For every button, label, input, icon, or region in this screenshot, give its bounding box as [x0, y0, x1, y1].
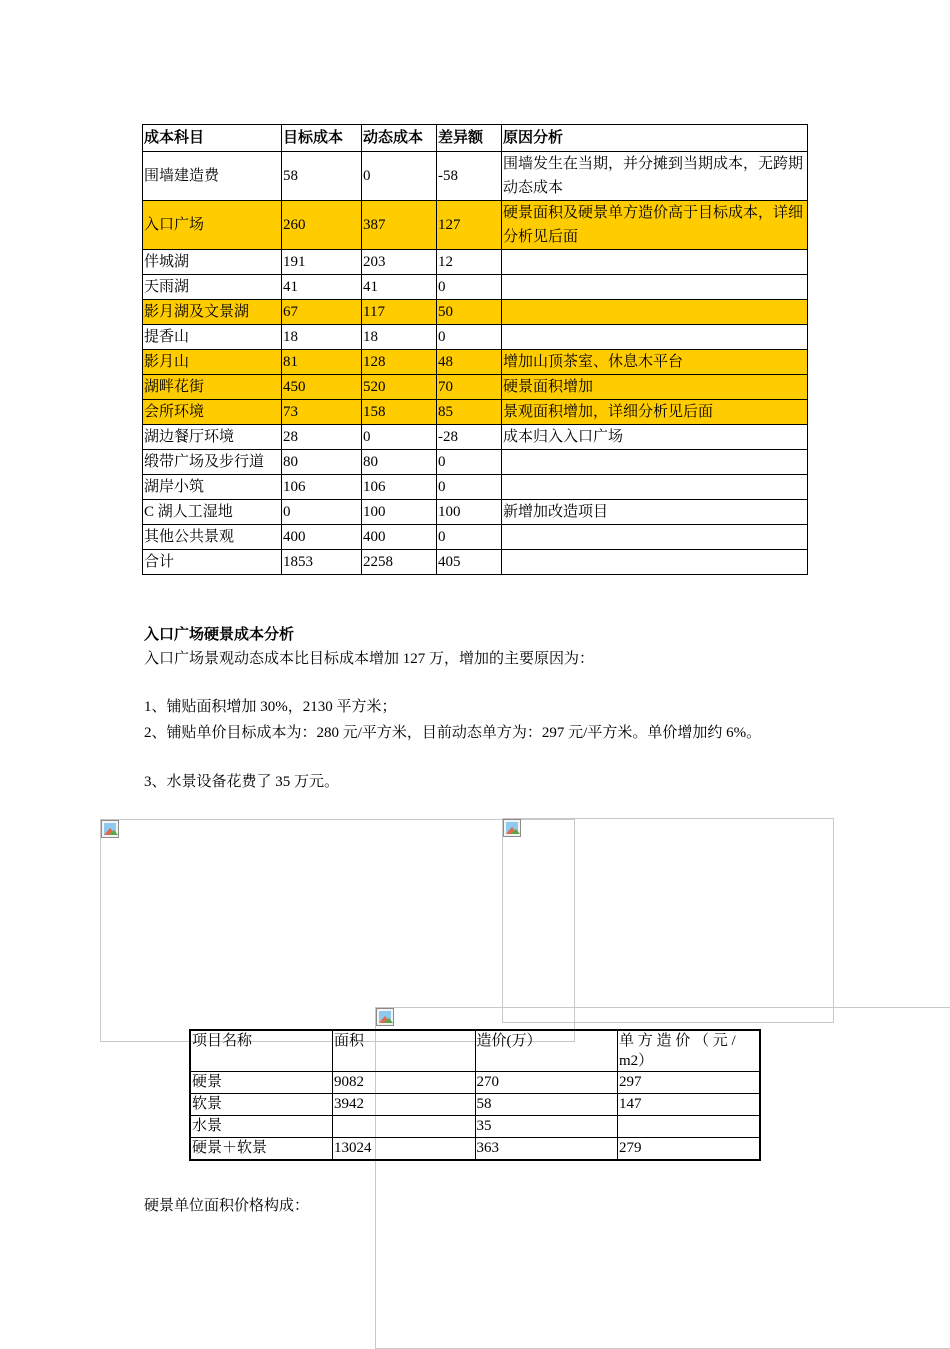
cell-diff: 0 — [437, 275, 502, 300]
cell-item: 入口广场 — [143, 201, 282, 250]
cell-reason — [502, 450, 808, 475]
cell-item: 提香山 — [143, 325, 282, 350]
cost-table — [142, 124, 808, 575]
table-row — [143, 425, 808, 450]
cell-cost: 270 — [475, 1072, 618, 1094]
header-project-name: 项目名称 — [190, 1030, 333, 1072]
broken-image-icon — [376, 1008, 394, 1026]
cell-diff: 0 — [437, 450, 502, 475]
table-row — [143, 152, 808, 201]
cell-dynamic: 520 — [362, 375, 437, 400]
cell-cost: 363 — [475, 1138, 618, 1161]
analysis-point-2: 2、铺贴单价目标成本为：280 元/平方米，目前动态单方为：297 元/平方米。单价增加约 6%。 — [144, 725, 762, 741]
table-row — [143, 201, 808, 250]
cell-dynamic: 80 — [362, 450, 437, 475]
cell-cost: 35 — [475, 1116, 618, 1138]
cell-item: 湖岸小筑 — [143, 475, 282, 500]
table-row — [190, 1138, 760, 1161]
cell-target: 67 — [282, 300, 362, 325]
cell-item: 围墙建造费 — [143, 152, 282, 201]
cell-target: 450 — [282, 375, 362, 400]
cell-diff: 0 — [437, 325, 502, 350]
cell-target: 400 — [282, 525, 362, 550]
cell-name: 硬景＋软景 — [190, 1138, 333, 1161]
project-table — [189, 1029, 761, 1161]
cell-reason — [502, 550, 808, 575]
table-row — [143, 275, 808, 300]
cell-diff: 405 — [437, 550, 502, 575]
cost-table-header-row — [143, 125, 808, 152]
cell-reason: 新增加改造项目 — [502, 500, 808, 525]
header-reason: 原因分析 — [502, 125, 808, 152]
cell-cost: 58 — [475, 1094, 618, 1116]
cell-diff: 100 — [437, 500, 502, 525]
cell-item: C 湖人工湿地 — [143, 500, 282, 525]
cell-reason: 硬景面积增加 — [502, 375, 808, 400]
cell-item: 缎带广场及步行道 — [143, 450, 282, 475]
cell-unit-cost: 279 — [618, 1138, 761, 1161]
cell-item: 天雨湖 — [143, 275, 282, 300]
analysis-point-1: 1、铺贴面积增加 30%，2130 平方米； — [144, 699, 397, 715]
cell-target: 80 — [282, 450, 362, 475]
cell-dynamic: 203 — [362, 250, 437, 275]
cell-diff: 48 — [437, 350, 502, 375]
cell-dynamic: 128 — [362, 350, 437, 375]
cell-name: 硬景 — [190, 1072, 333, 1094]
cell-target: 0 — [282, 500, 362, 525]
cell-reason — [502, 250, 808, 275]
cell-reason — [502, 300, 808, 325]
project-table-header-row — [190, 1030, 760, 1072]
cell-diff: 70 — [437, 375, 502, 400]
cell-reason — [502, 275, 808, 300]
cell-target: 106 — [282, 475, 362, 500]
cell-target: 58 — [282, 152, 362, 201]
cell-diff: 0 — [437, 475, 502, 500]
cell-area: 9082 — [333, 1072, 476, 1094]
cell-area — [333, 1116, 476, 1138]
cell-item: 会所环境 — [143, 400, 282, 425]
cell-diff: 127 — [437, 201, 502, 250]
header-diff: 差异额 — [437, 125, 502, 152]
table-row — [143, 375, 808, 400]
table-row — [143, 525, 808, 550]
cell-item: 其他公共景观 — [143, 525, 282, 550]
cell-reason: 围墙发生在当期，并分摊到当期成本，无跨期动态成本 — [502, 152, 808, 201]
cell-target: 28 — [282, 425, 362, 450]
cell-target: 41 — [282, 275, 362, 300]
cell-unit-cost — [618, 1116, 761, 1138]
analysis-heading: 入口广场硬景成本分析 — [144, 626, 295, 643]
cell-diff: 85 — [437, 400, 502, 425]
cell-item: 湖畔花街 — [143, 375, 282, 400]
table-row — [143, 325, 808, 350]
cell-reason — [502, 475, 808, 500]
cell-dynamic: 100 — [362, 500, 437, 525]
cell-unit-cost: 297 — [618, 1072, 761, 1094]
cell-area: 3942 — [333, 1094, 476, 1116]
cell-dynamic: 400 — [362, 525, 437, 550]
table-row — [143, 300, 808, 325]
cell-item: 影月湖及文景湖 — [143, 300, 282, 325]
cell-reason: 景观面积增加，详细分析见后面 — [502, 400, 808, 425]
broken-image-icon — [101, 820, 119, 838]
cell-diff: 0 — [437, 525, 502, 550]
cell-dynamic: 0 — [362, 152, 437, 201]
table-row — [143, 400, 808, 425]
cell-item: 湖边餐厅环境 — [143, 425, 282, 450]
header-cost: 造价(万） — [475, 1030, 618, 1072]
cell-name: 软景 — [190, 1094, 333, 1116]
table-row — [143, 475, 808, 500]
cell-item: 影月山 — [143, 350, 282, 375]
table-row — [190, 1072, 760, 1094]
cell-reason: 成本归入入口广场 — [502, 425, 808, 450]
cell-reason — [502, 525, 808, 550]
cell-target: 260 — [282, 201, 362, 250]
table-row — [143, 450, 808, 475]
header-dynamic: 动态成本 — [362, 125, 437, 152]
cell-diff: 50 — [437, 300, 502, 325]
header-target: 目标成本 — [282, 125, 362, 152]
cell-reason — [502, 325, 808, 350]
cell-diff: -58 — [437, 152, 502, 201]
analysis-point-3: 3、水景设备花费了 35 万元。 — [144, 774, 340, 790]
cell-dynamic: 0 — [362, 425, 437, 450]
cell-reason: 增加山顶茶室、休息木平台 — [502, 350, 808, 375]
header-area: 面积 — [333, 1030, 476, 1072]
cell-reason: 硬景面积及硬景单方造价高于目标成本，详细分析见后面 — [502, 201, 808, 250]
image-placeholder — [502, 818, 834, 1023]
cell-dynamic: 41 — [362, 275, 437, 300]
table-row — [190, 1116, 760, 1138]
table-row — [143, 250, 808, 275]
cell-unit-cost: 147 — [618, 1094, 761, 1116]
cell-dynamic: 18 — [362, 325, 437, 350]
cell-dynamic: 2258 — [362, 550, 437, 575]
footer-text: 硬景单位面积价格构成： — [144, 1198, 310, 1214]
cell-target: 73 — [282, 400, 362, 425]
cell-diff: 12 — [437, 250, 502, 275]
cell-item: 合计 — [143, 550, 282, 575]
header-unit-cost: 单 方 造 价 （ 元 / m2） — [618, 1030, 761, 1072]
table-row — [143, 500, 808, 525]
cell-dynamic: 387 — [362, 201, 437, 250]
cell-diff: -28 — [437, 425, 502, 450]
cell-dynamic: 158 — [362, 400, 437, 425]
header-item: 成本科目 — [143, 125, 282, 152]
cell-target: 1853 — [282, 550, 362, 575]
cell-target: 191 — [282, 250, 362, 275]
cell-target: 18 — [282, 325, 362, 350]
cell-name: 水景 — [190, 1116, 333, 1138]
cell-dynamic: 106 — [362, 475, 437, 500]
table-row — [143, 350, 808, 375]
cell-target: 81 — [282, 350, 362, 375]
broken-image-icon — [503, 819, 521, 837]
analysis-intro: 入口广场景观动态成本比目标成本增加 127 万，增加的主要原因为： — [144, 651, 595, 667]
cell-item: 伴城湖 — [143, 250, 282, 275]
table-row — [190, 1094, 760, 1116]
table-row-total — [143, 550, 808, 575]
cell-area: 13024 — [333, 1138, 476, 1161]
cell-dynamic: 117 — [362, 300, 437, 325]
